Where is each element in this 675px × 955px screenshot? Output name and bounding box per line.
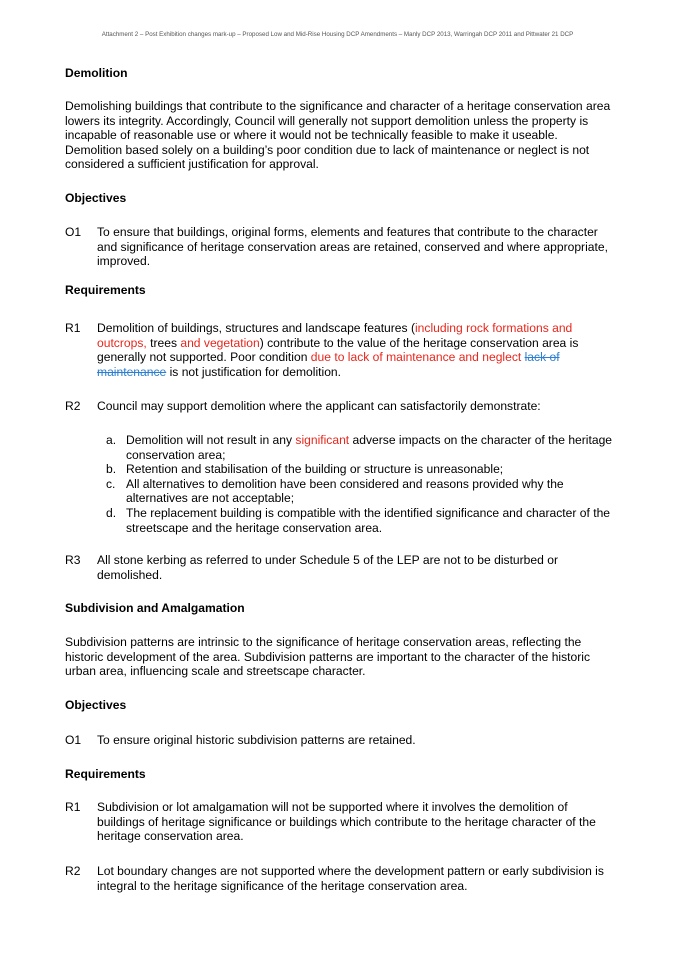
inserted-text: due to lack of maintenance and neglect	[310, 350, 522, 365]
item-text: Lot boundary changes are not supported where the development pattern or early subdivision is integral to the heritage significance of the heritage conservation area.	[97, 864, 604, 893]
item-text: Demolition of buildings, structures and landscape features (including rock formations and outcrops, trees and vegetation) contribute to the value of the heritage conservation area is generally not supported. Poor condition due to lack of maintenance and neglect lack of maintenance is not justification for demolition.	[97, 321, 579, 379]
demolition-objectives-heading: Objectives	[65, 191, 127, 205]
list-marker: a.	[106, 433, 117, 447]
demolition-requirement-r3	[65, 553, 615, 582]
demolition-requirement-r1	[65, 321, 615, 379]
demolition-requirement-r2	[65, 399, 615, 414]
list-marker: d.	[106, 505, 117, 520]
demolition-heading: Demolition	[65, 66, 128, 80]
item-number: R1	[65, 321, 81, 335]
list-item: a. Demolition will not result in any significant adverse impacts on the character of the heritage conservation area;	[106, 433, 613, 462]
item-number: R2	[65, 864, 81, 878]
list-item: d. The replacement building is compatible with the identified significance and character of the streetscape and the heritage conservation area.	[106, 505, 611, 535]
item-number: R1	[65, 800, 81, 814]
inserted-text: and vegetation	[180, 335, 260, 350]
item-text: Subdivision or lot amalgamation will not be supported where it involves the demolition of buildings of heritage significance or buildings which contribute to the heritage character of the heritage conservation area.	[97, 800, 596, 844]
demolition-requirements-heading: Requirements	[65, 283, 146, 297]
inserted-text: significant	[295, 433, 350, 447]
item-text: To ensure that buildings, original forms, elements and features that contribute to the character and significance of heritage conservation areas are retained, conserved and where appropriate, improved.	[97, 225, 608, 269]
inserted-text: including rock formations and outcrops,	[97, 321, 573, 350]
subdivision-requirement-r1	[65, 800, 615, 844]
item-number: O1	[65, 225, 82, 239]
page-header: Attachment 2 – Post Exhibition changes mark-up – Proposed Low and Mid-Rise Housing DCP Amendments – Manly DCP 2013, Warringah DCP 2011 and Pittwater 21 DCP	[101, 31, 574, 38]
subdivision-heading: Subdivision and Amalgamation	[65, 601, 245, 615]
item-text: To ensure original historic subdivision patterns are retained.	[97, 733, 416, 747]
list-marker: b.	[106, 462, 117, 477]
subdivision-requirements-heading: Requirements	[65, 767, 146, 781]
item-text: All stone kerbing as referred to under Schedule 5 of the LEP are not to be disturbed or demolished.	[97, 553, 558, 582]
deleted-text: lack of maintenance	[97, 350, 560, 379]
item-number: O1	[65, 733, 82, 747]
subdivision-requirement-r2	[65, 864, 615, 893]
demolition-objective-o1	[65, 225, 615, 269]
item-number: R3	[65, 553, 81, 567]
item-text: Council may support demolition where the applicant can satisfactorily demonstrate:	[97, 399, 541, 413]
demolition-criteria-list	[97, 433, 617, 535]
item-number: R2	[65, 399, 81, 413]
demolition-intro: Demolishing buildings that contribute to the significance and character of a heritage conservation area lowers its integrity. Accordingly, Council will generally not support demolition unless the property is incapable of reasonable use or where it would not be technically feasible to make it useable. Demolition based solely on a building’s poor condition due to lack of maintenance or neglect is not considered a sufficient justification for approval.	[65, 99, 611, 172]
subdivision-objective-o1	[65, 733, 615, 748]
list-item: c. All alternatives to demolition have been considered and reasons provided why the alternatives are not acceptable;	[106, 476, 564, 506]
subdivision-intro: Subdivision patterns are intrinsic to the significance of heritage conservation areas, reflecting the historic development of the area. Subdivision patterns are important to the character of the historic urban area, influencing scale and streetscape character.	[65, 635, 591, 679]
list-marker: c.	[106, 476, 116, 491]
list-item: b. Retention and stabilisation of the building or structure is unreasonable;	[106, 462, 504, 477]
subdivision-objectives-heading: Objectives	[65, 698, 127, 712]
